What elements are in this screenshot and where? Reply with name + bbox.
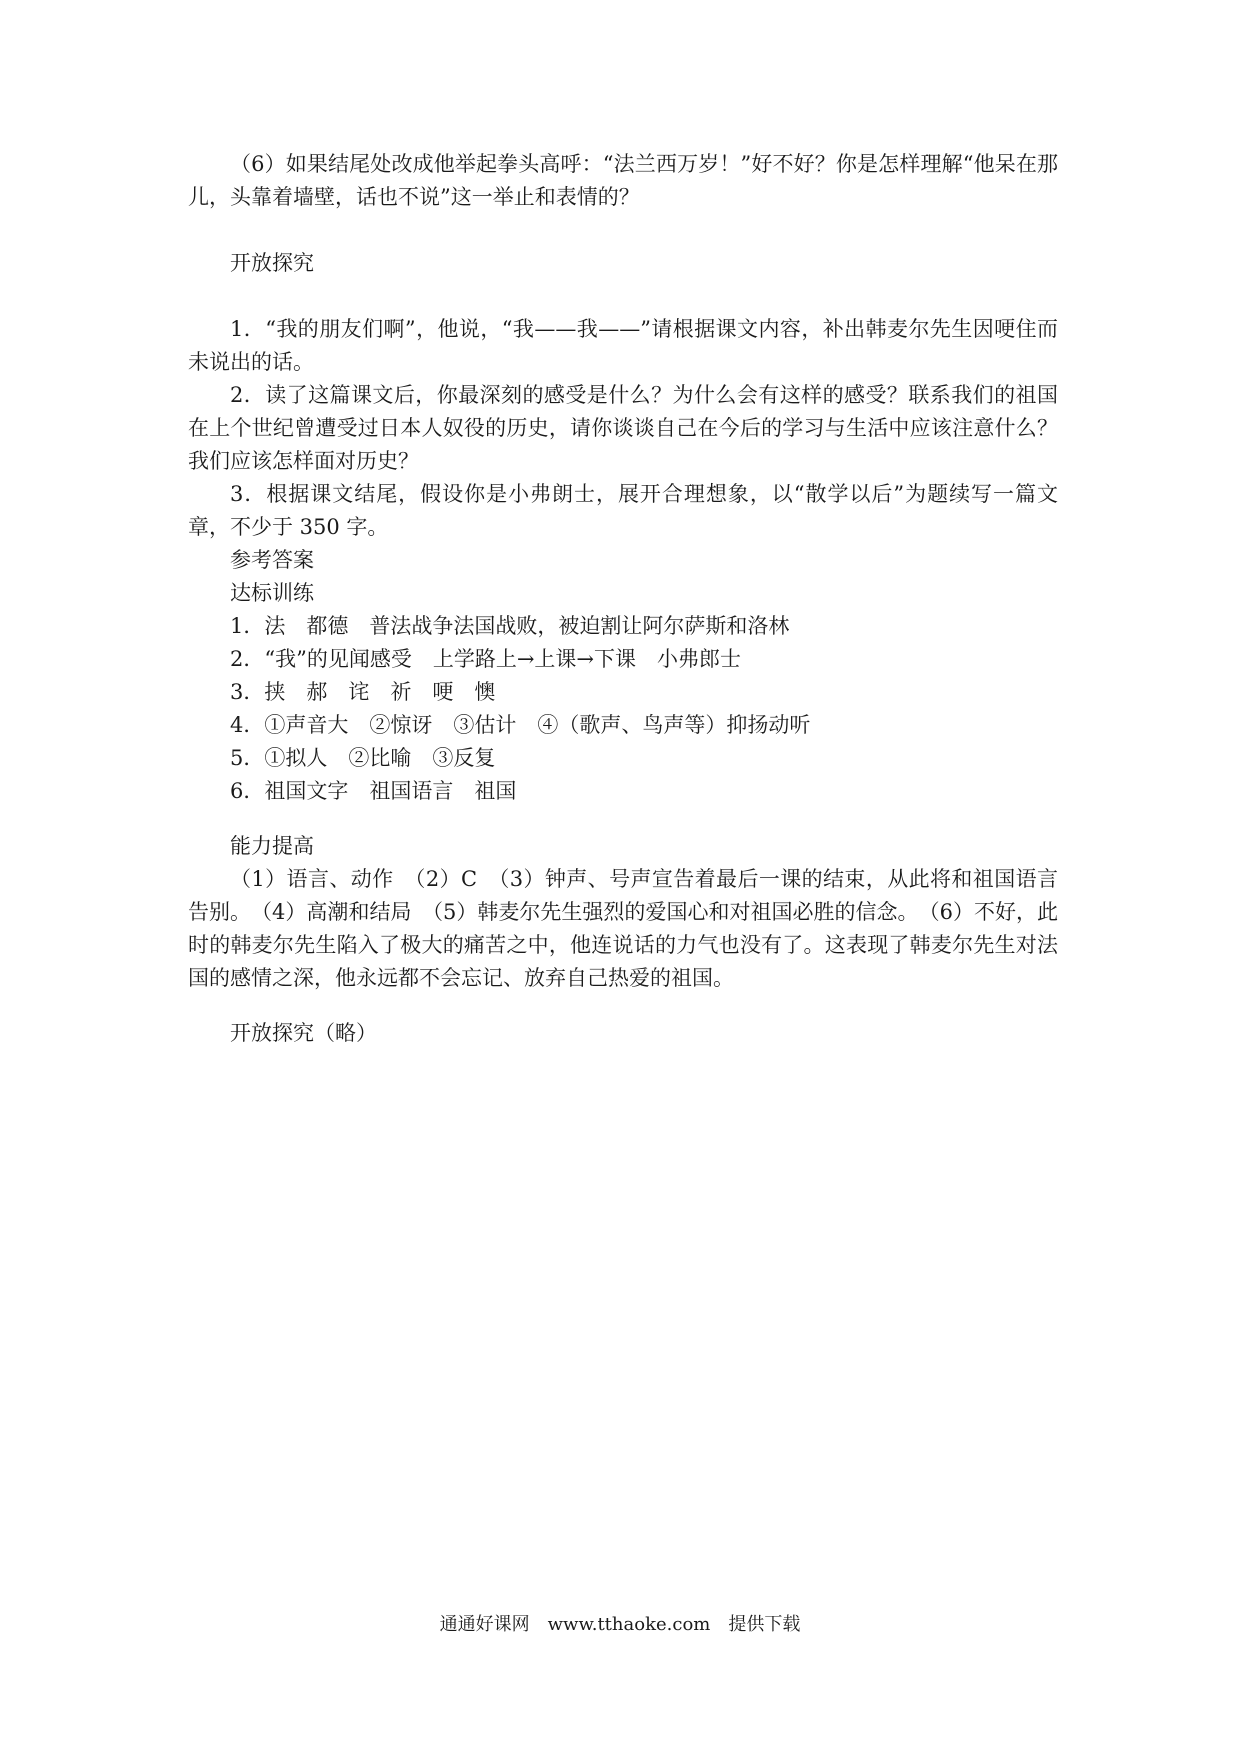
answer-item: 2．“我”的见闻感受 上学路上→上课→下课 小弗郎士 bbox=[230, 647, 742, 671]
open-inquiry-answer: 开放探究（略） bbox=[230, 1021, 377, 1045]
answer-item: 5．①拟人 ②比喻 ③反复 bbox=[230, 746, 496, 770]
spacer bbox=[188, 214, 1058, 247]
section-heading-open-inquiry: 开放探究 bbox=[230, 251, 314, 275]
open-question-1: 1．“我的朋友们啊”，他说，“我——我——”请根据课文内容，补出韩麦尔先生因哽住而未说出的话。 bbox=[188, 317, 1058, 374]
ability-answer: （1）语言、动作 （2）C （3）钟声、号声宣告着最后一课的结束，从此将和祖国语言告别。 （4）高潮和结局 （5）韩麦尔先生强烈的爱国心和对祖国必胜的信念。 （6）不好，此时的韩麦尔先生陷入了极大的痛苦之中，他连说话的力气也没有了。这表现了韩麦尔先生对法国的感情之深，他永远都不会忘记、放弃自己热爱的祖国。 bbox=[188, 867, 1058, 990]
question-6: （6）如果结尾处改成他举起拳头高呼：“法兰西万岁！”好不好？你是怎样理解“他呆在那儿，头靠着墙壁，话也不说”这一举止和表情的？ bbox=[188, 152, 1058, 209]
spacer bbox=[188, 995, 1058, 1017]
section-heading-standard-training: 达标训练 bbox=[230, 581, 314, 605]
answer-item: 6．祖国文字 祖国语言 祖国 bbox=[230, 779, 517, 803]
answer-item: 4．①声音大 ②惊讶 ③估计 ④（歌声、鸟声等）抑扬动听 bbox=[230, 713, 811, 737]
section-heading-answers: 参考答案 bbox=[230, 548, 314, 572]
open-question-2: 2．读了这篇课文后，你最深刻的感受是什么？为什么会有这样的感受？联系我们的祖国在上个世纪曾遭受过日本人奴役的历史，请你谈谈自己在今后的学习与生活中应该注意什么？我们应该怎样面对历史？ bbox=[188, 383, 1058, 473]
answer-item: 3．挟 郝 诧 祈 哽 懊 bbox=[230, 680, 496, 704]
document-body bbox=[188, 148, 1058, 1050]
answer-item: 1．法 都德 普法战争法国战败，被迫割让阿尔萨斯和洛林 bbox=[230, 614, 790, 638]
page-footer: 通通好课网 www.tthaoke.com 提供下载 bbox=[439, 1614, 801, 1635]
spacer bbox=[188, 808, 1058, 830]
spacer bbox=[188, 280, 1058, 313]
open-question-3: 3．根据课文结尾，假设你是小弗朗士，展开合理想象，以“散学以后”为题续写一篇文章，不少于 350 字。 bbox=[188, 482, 1058, 539]
section-heading-ability: 能力提高 bbox=[230, 834, 314, 858]
